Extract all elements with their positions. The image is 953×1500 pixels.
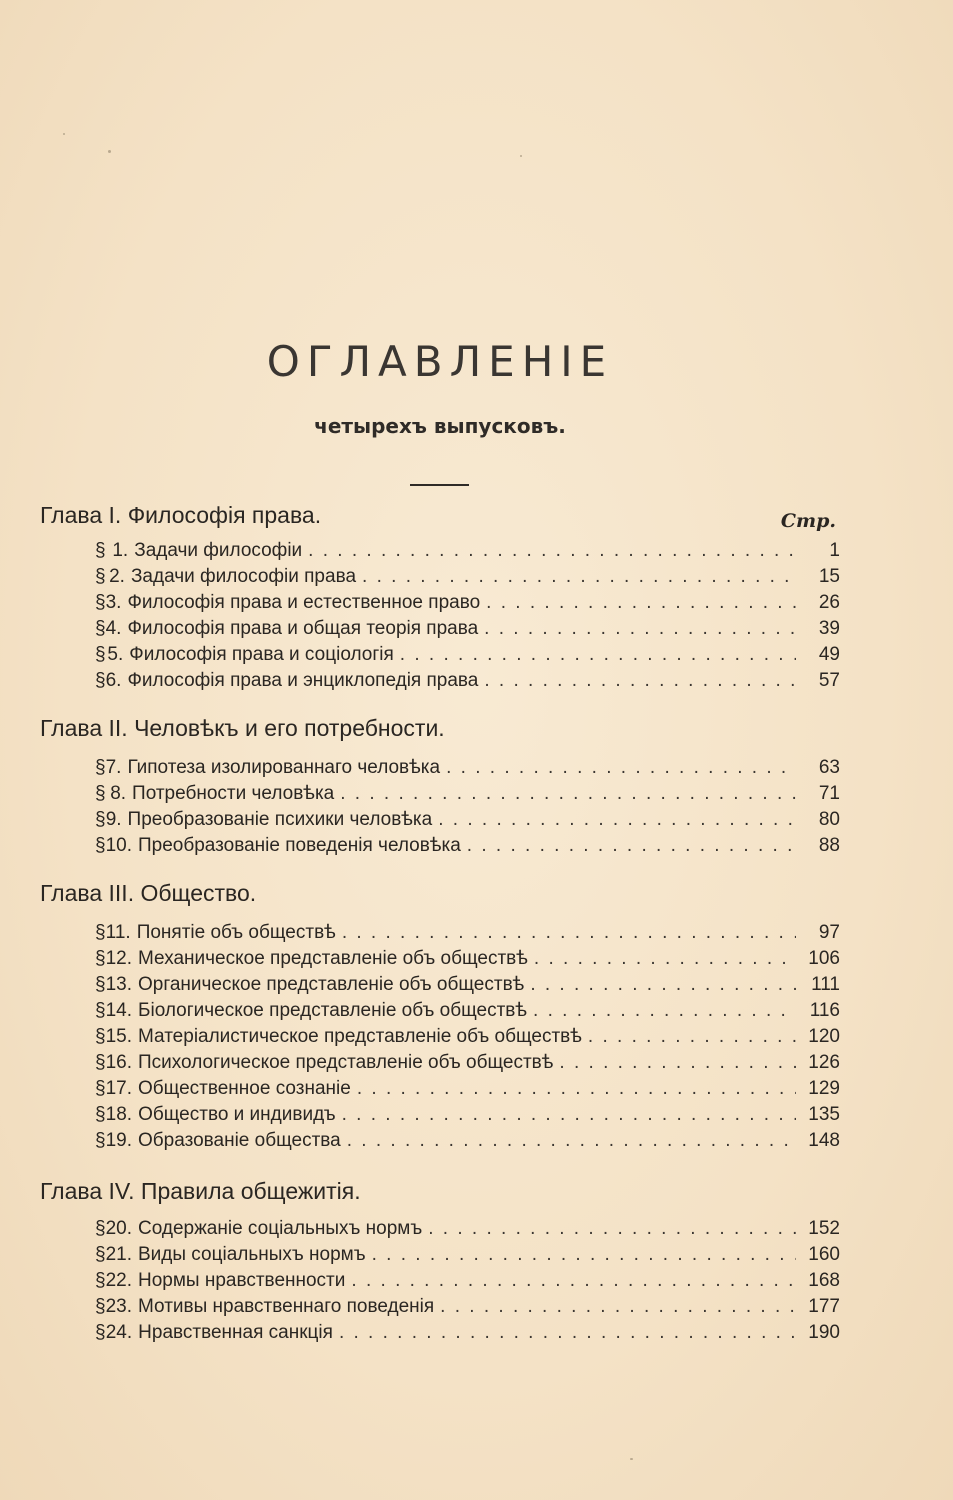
toc-entry bbox=[95, 835, 840, 861]
dot-leader bbox=[351, 1270, 796, 1292]
page-number: 120 bbox=[808, 1026, 840, 1047]
dot-leader bbox=[534, 948, 796, 970]
page-title: ОГЛАВЛЕНІЕ bbox=[266, 337, 614, 386]
page-number: 88 bbox=[818, 835, 840, 856]
toc-entry bbox=[95, 1026, 840, 1052]
section-title: Виды соціальныхъ нормъ bbox=[138, 1244, 366, 1265]
dot-leader bbox=[400, 644, 796, 666]
section-title: Общество и индивидъ bbox=[138, 1104, 336, 1125]
toc-entry bbox=[95, 592, 840, 618]
toc-entry bbox=[95, 566, 840, 592]
section-title: Гипотеза изолированнаго человѣка bbox=[127, 757, 441, 778]
section-title: Біологическое представленіе объ обществѣ bbox=[138, 1000, 528, 1021]
section-number: 3. bbox=[105, 592, 122, 613]
section-sign: § bbox=[95, 783, 106, 804]
section-number: 21. bbox=[105, 1244, 132, 1265]
section-sign: § bbox=[95, 1078, 106, 1099]
section-number: 4. bbox=[105, 618, 122, 639]
section-number: 18. bbox=[105, 1104, 133, 1125]
section-number: 1. bbox=[112, 540, 129, 561]
chapter-heading: Глава III. Общество. bbox=[40, 880, 257, 906]
section-number: 15. bbox=[105, 1026, 132, 1047]
page-number: 126 bbox=[808, 1052, 840, 1073]
dot-leader bbox=[484, 618, 796, 640]
section-title: Нормы нравственности bbox=[138, 1270, 346, 1291]
section-sign: § bbox=[95, 809, 106, 830]
page-number: 71 bbox=[818, 783, 840, 804]
dot-leader bbox=[342, 922, 796, 944]
section-sign: § bbox=[95, 835, 106, 856]
dot-leader bbox=[559, 1052, 796, 1074]
page-number: 106 bbox=[808, 948, 840, 969]
page-number: 97 bbox=[818, 922, 840, 943]
dot-leader bbox=[533, 1000, 796, 1022]
dot-leader bbox=[440, 1296, 796, 1318]
section-number: 9. bbox=[105, 809, 122, 830]
section-title: Содержаніе соціальныхъ нормъ bbox=[138, 1218, 423, 1239]
section-number: 17. bbox=[105, 1078, 132, 1099]
section-number: 19. bbox=[105, 1130, 132, 1151]
dot-leader bbox=[347, 1130, 796, 1152]
section-number: 22. bbox=[105, 1270, 132, 1291]
section-number: 10. bbox=[105, 835, 132, 856]
section-number: 12. bbox=[105, 948, 132, 969]
dot-leader bbox=[362, 566, 796, 588]
toc-entry bbox=[95, 922, 840, 948]
dot-leader bbox=[530, 974, 796, 996]
toc-entry bbox=[95, 1078, 840, 1104]
dot-leader bbox=[484, 670, 796, 692]
dot-leader bbox=[486, 592, 796, 614]
chapter-heading: Глава II. Человѣкъ и его потребности. bbox=[40, 715, 445, 741]
section-number: 11. bbox=[105, 922, 131, 943]
toc-entry bbox=[95, 1244, 840, 1270]
dot-leader bbox=[446, 757, 796, 779]
section-number: 2. bbox=[109, 566, 125, 587]
section-title: Философія права и общая теорія права bbox=[127, 618, 479, 639]
section-sign: § bbox=[95, 1244, 106, 1265]
section-title: Общественное сознаніе bbox=[138, 1078, 351, 1099]
page-number: 116 bbox=[809, 1000, 840, 1021]
section-title: Органическое представленіе объ обществѣ bbox=[138, 974, 525, 995]
paper-speck bbox=[520, 155, 522, 157]
toc-entry bbox=[95, 1322, 840, 1348]
toc-entry bbox=[95, 1104, 840, 1130]
section-sign: § bbox=[95, 1104, 106, 1125]
section-sign: § bbox=[95, 1026, 106, 1047]
section-title: Задачи философіи bbox=[134, 540, 303, 561]
section-title: Задачи философіи права bbox=[130, 566, 357, 587]
toc-entry bbox=[95, 1296, 840, 1322]
section-sign: § bbox=[95, 1296, 106, 1317]
section-title: Потребности человѣка bbox=[132, 783, 335, 804]
chapter-heading: Глава I. Философія права. bbox=[40, 502, 322, 528]
dot-leader bbox=[372, 1244, 796, 1266]
section-title: Преобразованіе поведенія человѣка bbox=[138, 835, 461, 856]
section-number: 16. bbox=[105, 1052, 132, 1073]
chapter-heading: Глава IV. Правила общежитія. bbox=[40, 1178, 361, 1204]
section-title: Философія права и энциклопедія права bbox=[127, 670, 479, 691]
section-title: Мотивы нравственнаго поведенія bbox=[138, 1296, 435, 1317]
section-sign: § bbox=[95, 670, 106, 691]
toc-entry bbox=[95, 757, 840, 783]
toc-entry bbox=[95, 1270, 840, 1296]
toc-entry bbox=[95, 540, 840, 566]
divider-rule bbox=[410, 484, 469, 486]
page-number: 1 bbox=[829, 540, 840, 561]
section-sign: § bbox=[95, 644, 106, 665]
section-title: Нравственная санкція bbox=[138, 1322, 333, 1343]
section-number: 5. bbox=[107, 644, 124, 665]
section-sign: § bbox=[95, 618, 106, 639]
dot-leader bbox=[588, 1026, 796, 1048]
section-sign: § bbox=[95, 974, 106, 995]
toc-entry bbox=[95, 948, 840, 974]
section-title: Философія права и соціологія bbox=[129, 644, 394, 665]
section-number: 14. bbox=[105, 1000, 132, 1021]
page-number: 80 bbox=[818, 809, 840, 830]
paper-speck bbox=[63, 133, 65, 135]
section-number: 23. bbox=[105, 1296, 132, 1317]
dot-leader bbox=[467, 835, 796, 857]
page-number: 39 bbox=[818, 618, 840, 639]
page-number: 63 bbox=[818, 757, 840, 778]
toc-entry bbox=[95, 644, 840, 670]
toc-entry bbox=[95, 783, 840, 809]
dot-leader bbox=[340, 783, 796, 805]
toc-entry bbox=[95, 618, 840, 644]
section-sign: § bbox=[95, 1218, 106, 1239]
page-number: 26 bbox=[818, 592, 840, 613]
page-number: 57 bbox=[818, 670, 840, 691]
page-number: 135 bbox=[808, 1104, 840, 1125]
dot-leader bbox=[357, 1078, 796, 1100]
section-sign: § bbox=[95, 1130, 106, 1151]
paper-speck bbox=[108, 150, 111, 153]
section-sign: § bbox=[95, 948, 106, 969]
section-title: Психологическое представленіе объ обществѣ bbox=[138, 1052, 554, 1073]
section-sign: § bbox=[95, 1322, 106, 1343]
toc-entry bbox=[95, 974, 840, 1000]
section-sign: § bbox=[95, 1270, 106, 1291]
section-number: 8. bbox=[110, 783, 127, 804]
toc-entry bbox=[95, 1000, 840, 1026]
section-sign: § bbox=[95, 566, 106, 587]
page-number: 111 bbox=[811, 974, 840, 995]
section-title: Механическое представленіе объ обществѣ bbox=[138, 948, 528, 969]
toc-entry bbox=[95, 809, 840, 835]
page-number: 129 bbox=[808, 1078, 840, 1099]
section-number: 6. bbox=[105, 670, 122, 691]
page-number: 152 bbox=[808, 1218, 840, 1239]
section-sign: § bbox=[95, 1000, 106, 1021]
section-title: Понятіе объ обществѣ bbox=[136, 922, 336, 943]
section-number: 24. bbox=[105, 1322, 133, 1343]
dot-leader bbox=[342, 1104, 796, 1126]
section-sign: § bbox=[95, 592, 106, 613]
page-number: 168 bbox=[808, 1270, 840, 1291]
page-number: 177 bbox=[808, 1296, 840, 1317]
section-sign: § bbox=[95, 540, 106, 561]
dot-leader bbox=[428, 1218, 796, 1240]
dot-leader bbox=[438, 809, 796, 831]
section-number: 7. bbox=[105, 757, 122, 778]
section-sign: § bbox=[95, 922, 106, 943]
section-sign: § bbox=[95, 1052, 106, 1073]
section-sign: § bbox=[95, 757, 106, 778]
toc-entry bbox=[95, 1218, 840, 1244]
paper-speck bbox=[630, 1458, 633, 1460]
page-number: 15 bbox=[818, 566, 840, 587]
dot-leader bbox=[308, 540, 796, 562]
toc-entry bbox=[95, 670, 840, 696]
section-title: Философія права и естественное право bbox=[127, 592, 481, 613]
dot-leader bbox=[339, 1322, 796, 1344]
page-number: 148 bbox=[808, 1130, 840, 1151]
page-number: 190 bbox=[808, 1322, 840, 1343]
section-number: 20. bbox=[105, 1218, 132, 1239]
section-title: Матеріалистическое представленіе объ обществѣ bbox=[138, 1026, 582, 1047]
section-title: Преобразованіе психики человѣка bbox=[127, 809, 433, 830]
section-number: 13. bbox=[105, 974, 132, 995]
page-number: 49 bbox=[818, 644, 840, 665]
section-title: Образованіе общества bbox=[138, 1130, 341, 1151]
toc-entry bbox=[95, 1130, 840, 1156]
page-number: 160 bbox=[808, 1244, 840, 1265]
page-subtitle: четырехъ выпусковъ. bbox=[314, 414, 566, 438]
page-column-label: Стр. bbox=[780, 510, 836, 532]
toc-entry bbox=[95, 1052, 840, 1078]
